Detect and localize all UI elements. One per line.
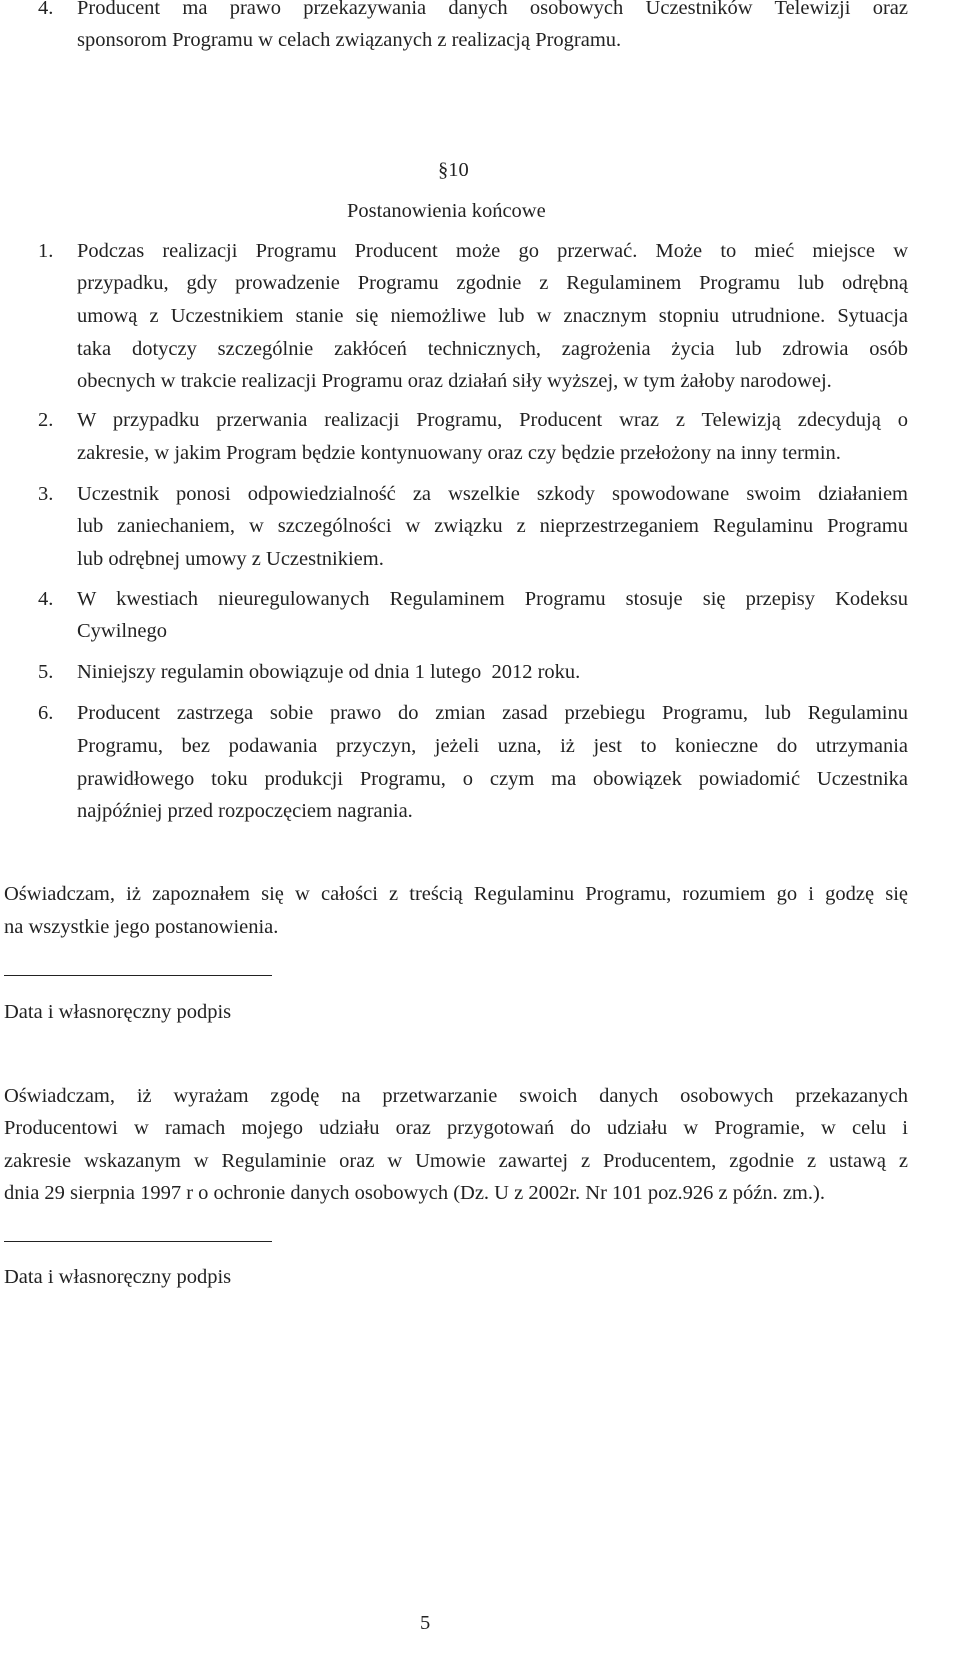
line-text: Producent ma prawo przekazywania danych osobowych Uczestników Telewizji oraz — [77, 0, 908, 19]
paragraph-line: najpóźniej przed rozpoczęciem nagrania. — [77, 800, 413, 822]
item-number: 2. — [38, 409, 54, 431]
item-number: 1. — [38, 240, 54, 262]
declaration-line — [4, 1150, 908, 1173]
paragraph-line — [77, 409, 908, 432]
paragraph-line: Cywilnego — [77, 620, 167, 642]
paragraph-line — [77, 515, 908, 538]
line-text: taka dotyczy szczególnie zakłóceń technicznych, zagrożenia życia lub zdrowia osób — [77, 338, 908, 360]
paragraph-line: zakresie, w jakim Program będzie kontynuowany oraz czy będzie przełożony na inny termin. — [77, 442, 841, 464]
line-text: zakresie wskazanym w Regulaminie oraz w Umowie zawartej z Producentem, zgodnie z ustawą z — [4, 1150, 908, 1172]
section-number: §10 — [438, 159, 469, 181]
line-text: Oświadczam, iż zapoznałem się w całości z treścią Regulaminu Programu, rozumiem go i godzę się — [4, 883, 908, 905]
line-text: lub zaniechaniem, w szczególności w związku z nieprzestrzeganiem Regulaminu Programu — [77, 515, 908, 537]
paragraph-line: Niniejszy regulamin obowiązuje od dnia 1 lutego 2012 roku. — [77, 661, 581, 683]
signature-label: Data i własnoręczny podpis — [4, 1001, 232, 1023]
item-number: 4. — [38, 0, 54, 19]
paragraph-line — [77, 702, 908, 725]
paragraph-line — [77, 735, 908, 758]
signature-line — [4, 1241, 272, 1242]
paragraph-line — [77, 272, 908, 295]
section-title: Postanowienia końcowe — [347, 200, 546, 222]
paragraph-line — [77, 768, 908, 791]
signature-label: Data i własnoręczny podpis — [4, 1266, 232, 1288]
signature-line — [4, 975, 272, 976]
paragraph-line — [77, 338, 908, 361]
item-number: 5. — [38, 661, 54, 683]
line-text: W kwestiach nieuregulowanych Regulaminem Programu stosuje się przepisy Kodeksu — [77, 588, 908, 610]
paragraph-line: obecnych w trakcie realizacji Programu oraz działań siły wyższej, w tym żałoby narodowej. — [77, 370, 832, 392]
line-text: przypadku, gdy prowadzenie Programu zgodnie z Regulaminem Programu lub odrębną — [77, 272, 908, 294]
page-number: 5 — [420, 1612, 431, 1634]
item-number: 6. — [38, 702, 54, 724]
paragraph-line — [77, 240, 908, 263]
declaration-line: dnia 29 sierpnia 1997 r o ochronie danych osobowych (Dz. U z 2002r. Nr 101 poz.926 z późn. zm.). — [4, 1182, 825, 1204]
line-text: prawidłowego toku produkcji Programu, o czym ma obowiązek powiadomić Uczestnika — [77, 768, 908, 790]
paragraph-line: lub odrębnej umowy z Uczestnikiem. — [77, 548, 384, 570]
item-number: 4. — [38, 588, 54, 610]
paragraph-line — [77, 305, 908, 328]
declaration-line — [4, 1085, 908, 1108]
line-text: Programu, bez podawania przyczyn, jeżeli uzna, iż jest to konieczne do utrzymania — [77, 735, 908, 757]
line-text: W przypadku przerwania realizacji Programu, Producent wraz z Telewizją zdecydują o — [77, 409, 908, 431]
line-text: Uczestnik ponosi odpowiedzialność za wszelkie szkody spowodowane swoim działaniem — [77, 483, 908, 505]
paragraph-line — [77, 0, 908, 20]
paragraph-line — [77, 588, 908, 611]
paragraph-line: sponsorom Programu w celach związanych z realizacją Programu. — [77, 29, 622, 51]
declaration-line: na wszystkie jego postanowienia. — [4, 916, 279, 938]
declaration-line — [4, 883, 908, 906]
line-text: umową z Uczestnikiem stanie się niemożliwe lub w znacznym stopniu utrudnione. Sytuacja — [77, 305, 908, 327]
line-text: Producentowi w ramach mojego udziału oraz przygotowań do udziału w Programie, w celu i — [4, 1117, 908, 1139]
declaration-line — [4, 1117, 908, 1140]
line-text: Producent zastrzega sobie prawo do zmian zasad przebiegu Programu, lub Regulaminu — [77, 702, 908, 724]
line-text: Oświadczam, iż wyrażam zgodę na przetwarzanie swoich danych osobowych przekazanych — [4, 1085, 908, 1107]
item-number: 3. — [38, 483, 54, 505]
paragraph-line — [77, 483, 908, 506]
line-text: Podczas realizacji Programu Producent może go przerwać. Może to mieć miejsce w — [77, 240, 908, 262]
